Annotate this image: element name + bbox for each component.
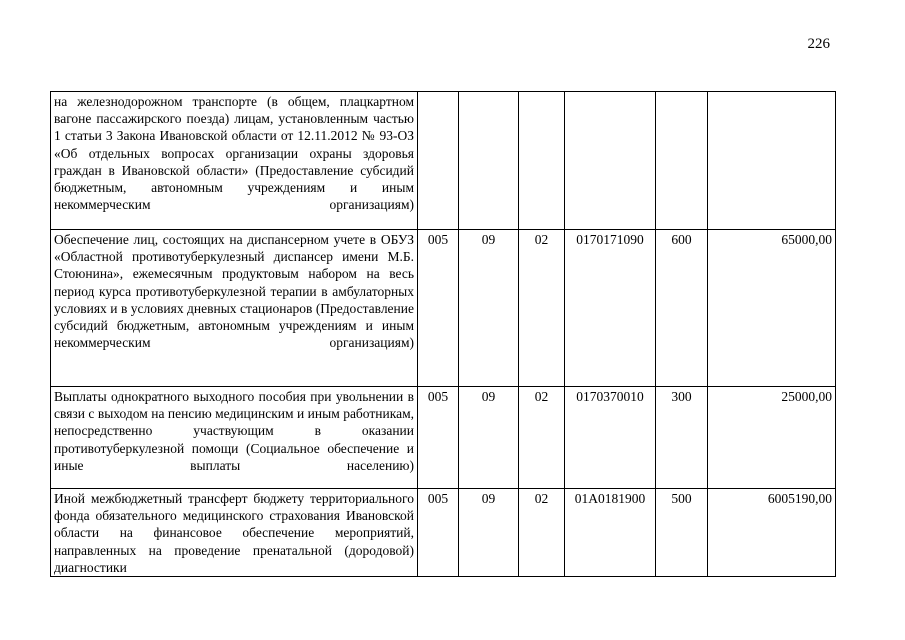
expense-description: Обеспечение лиц, состоящих на диспансерном учете в ОБУЗ «Областной противотуберкулезный диспансер имени М.Б. Стоюнина», ежемесячным продуктовым набором на весь период курса противотуберкулезной терапии в амбулаторных условиях и в условиях дневных стационаров (Предоставление субсидий бюджетным, автономным учреждениям и иным некоммерческим организациям) — [51, 230, 418, 387]
subsection-code: 02 — [519, 387, 565, 489]
subsection-code: 02 — [519, 230, 565, 387]
section-code: 09 — [459, 230, 519, 387]
ministry-code: 005 — [418, 387, 459, 489]
expense-description: на железнодорожном транспорте (в общем, плацкартном вагоне пассажирского поезда) лицам, установленным частью 1 статьи 3 Закона Ивановской области от 12.11.2012 № 93-ОЗ «Об отдельных вопросах организации охраны здоровья граждан в Ивановской области» (Предоставление субсидий бюджетным, автономным учреждениям и иным некоммерческим организациям) — [51, 92, 418, 230]
amount-cell — [708, 92, 836, 230]
expense-description: Выплаты однократного выходного пособия при увольнении в связи с выходом на пенсию медицинским и иным работникам, непосредственно участвующим в оказании противотуберкулезной помощи (Социальное обеспечение и иные выплаты населению) — [51, 387, 418, 489]
target-article-code — [565, 92, 656, 230]
target-article-code: 0170171090 — [565, 230, 656, 387]
subsection-code: 02 — [519, 489, 565, 577]
section-code: 09 — [459, 387, 519, 489]
ministry-code: 005 — [418, 489, 459, 577]
amount-cell: 65000,00 — [708, 230, 836, 387]
table-row — [51, 230, 836, 387]
table-row — [51, 92, 836, 230]
expense-type-code — [656, 92, 708, 230]
ministry-code — [418, 92, 459, 230]
target-article-code: 0170370010 — [565, 387, 656, 489]
table-row — [51, 489, 836, 577]
amount-cell: 6005190,00 — [708, 489, 836, 577]
table-row — [51, 387, 836, 489]
expense-description: Иной межбюджетный трансферт бюджету территориального фонда обязательного медицинского страхования Ивановской области на финансовое обеспечение мероприятий, направленных на проведение пренатальной (дородовой) диагностики — [51, 489, 418, 577]
subsection-code — [519, 92, 565, 230]
expense-type-code: 500 — [656, 489, 708, 577]
target-article-code: 01А0181900 — [565, 489, 656, 577]
expense-type-code: 600 — [656, 230, 708, 387]
section-code: 09 — [459, 489, 519, 577]
expense-type-code: 300 — [656, 387, 708, 489]
budget-table — [50, 91, 836, 577]
page-number: 226 — [807, 36, 830, 52]
ministry-code: 005 — [418, 230, 459, 387]
amount-cell: 25000,00 — [708, 387, 836, 489]
section-code — [459, 92, 519, 230]
